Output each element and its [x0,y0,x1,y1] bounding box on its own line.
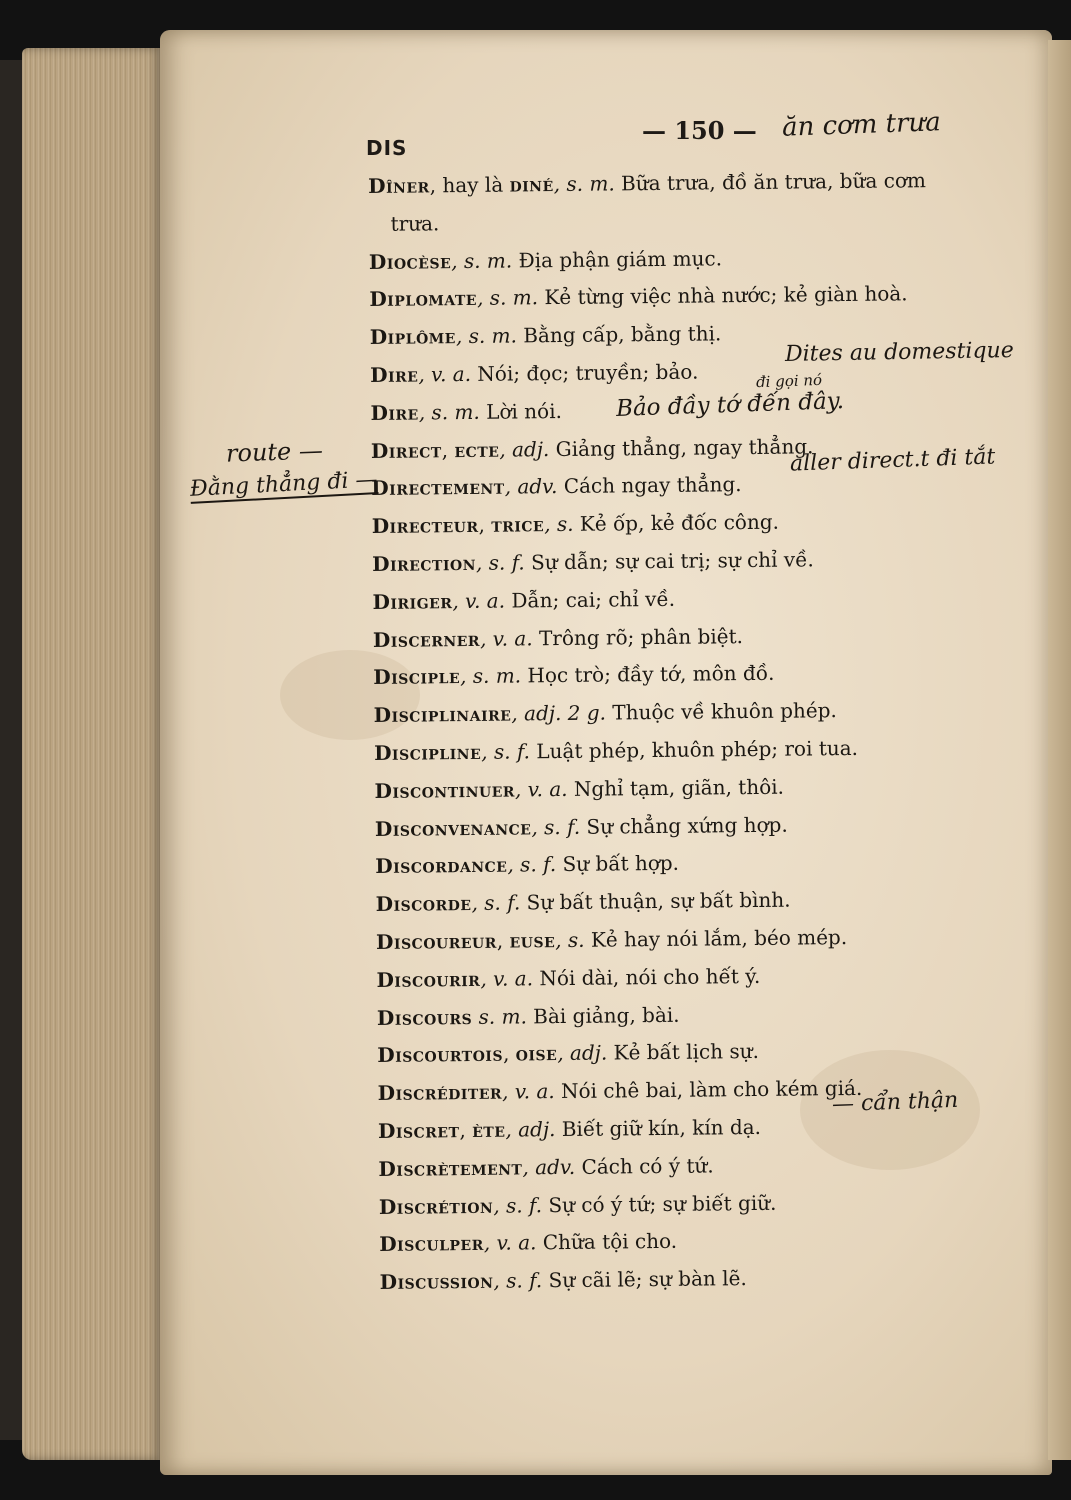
entry-definition: Địa phận giám mục. [512,245,723,273]
entry-definition: Kẻ hay nói lắm, béo mép. [584,924,848,952]
entry-definition: Nói; đọc; truyền; bảo. [470,359,699,386]
entry-part-of-speech: , adv. [522,1154,576,1180]
entry-headword: Diocèse [368,248,452,274]
entry-headword-variant: trice [491,512,545,537]
entry-headword: Directement [371,474,505,501]
handwritten-note-top: ăn cơm trưa [781,107,942,143]
entry-part-of-speech: , s. f. [475,550,525,575]
entry-part-of-speech: , s. f. [481,739,531,764]
entry-headword-variant: euse [509,928,556,953]
handwritten-note-dire-above: đi gọi nó [755,370,823,392]
entry-part-of-speech: , v. a. [418,361,472,387]
entry-headword: Disculper [379,1231,484,1257]
entry-definition: Giảng thẳng, ngay thẳng. [549,433,814,461]
entry-part-of-speech: , s. m. [418,399,480,425]
entry-part-of-speech: , v. a. [483,1230,537,1256]
entry-headword: Diplôme [369,324,457,350]
entry-definition: Kẻ từng việc nhà nước; kẻ giàn hoà. [537,281,908,310]
handwritten-note-dire: Dites au domestique [784,338,1014,367]
entry-headword: Discontinuer [374,777,516,803]
entry-headword: Dire [370,400,419,425]
entry-headword-variant: ecte [454,437,500,462]
entry-headword: Discordance [375,852,508,879]
entry-part-of-speech: , s. f. [531,814,581,839]
handwritten-margin-route: route — [225,436,324,468]
entry-headword: Disciplinaire [373,701,512,728]
entry-headword: Dîner [368,173,430,198]
entry-connector: , hay là [429,172,510,198]
entry-definition: Sự bất thuận, sự bất bình. [520,887,791,915]
entry-headword: Discussion [379,1268,494,1295]
entry-connector: , [441,437,455,462]
entry-headword-variant: oise [515,1041,558,1066]
entry-definition: Thuộc về khuôn phép. [605,698,837,725]
entry-definition: Biết giữ kín, kín dạ. [555,1114,762,1142]
entry-part-of-speech: , v. a. [501,1079,555,1104]
handwritten-margin-dang: Đằng thẳng đi — [189,467,379,502]
entry-headword: Discrètement [378,1155,523,1181]
entry-definition: Luật phép, khuôn phép; roi tua. [529,735,859,764]
entry-headword: Disconvenance [374,814,532,841]
entry-part-of-speech: , v. a. [479,625,533,651]
entry-headword-variant: diné [509,172,554,197]
entry-definition: Chữa tội cho. [536,1229,678,1255]
entry-part-of-speech: , s. [544,512,574,537]
page-number: — 150 — [642,116,757,145]
entry-definition: Sự dẫn; sự cai trị; sự chỉ về. [524,547,814,575]
entry-definition: Nói chê bai, làm cho kém giá. [554,1075,863,1104]
entry-part-of-speech: s. m. [472,1003,527,1029]
entry-connector: , [478,512,492,538]
page-edges [22,48,162,1460]
entry-part-of-speech: , v. a. [514,776,568,802]
entry-headword: Discréditer [377,1079,503,1106]
entry-part-of-speech: , v. a. [452,588,506,613]
entry-headword: Discoureur [375,928,497,954]
entry-headword: Discours [376,1004,473,1030]
entry-definition: Sự bất hợp. [556,851,680,877]
entry-definition: Dẫn; cai; chỉ về. [504,586,676,613]
entry-definition: Học trò; đầy tớ, môn đồ. [520,661,775,688]
dictionary-entry [379,1257,1059,1302]
entry-definition: trưa. [390,211,440,236]
entry-part-of-speech: , s. m. [459,663,522,689]
entry-connector: , [502,1041,516,1066]
entry-headword: Diriger [372,588,453,614]
entry-part-of-speech: , s. f. [507,852,557,877]
entry-headword: Discipline [373,739,482,765]
entry-headword: Discerner [372,626,481,652]
entry-definition: Cách có ý tứ. [575,1153,714,1179]
entry-definition: Bữa trưa, đồ ăn trưa, bữa cơm [614,168,927,196]
entry-definition: Cách ngay thẳng. [557,472,742,499]
entry-part-of-speech: , s. m. [455,323,518,349]
entry-part-of-speech: , s. f. [493,1268,543,1293]
entry-headword: Discorde [375,891,472,917]
entry-part-of-speech: , s. [555,927,585,953]
handwritten-note-discret: — cẩn thận [831,1087,959,1118]
entry-headword: Discrétion [378,1193,494,1219]
entry-definition: Bài giảng, bài. [526,1002,680,1028]
entry-headword-variant: ète [472,1117,506,1142]
entry-part-of-speech: , adj. [557,1040,608,1066]
handwritten-note-dire-noun: Bảo đầy tớ đến đây. [615,388,845,422]
entry-headword: Directeur [371,513,479,539]
entry-part-of-speech: , adj. 2 g. [511,700,607,726]
entry-definition: Bằng cấp, bằng thị. [516,321,722,348]
entry-part-of-speech: , s. f. [471,890,521,916]
entry-headword: Discret [377,1118,460,1143]
entry-part-of-speech: , v. a. [480,966,534,991]
entry-headword: Discourir [376,966,481,992]
entry-part-of-speech: , adv. [504,474,558,499]
entry-definition: Nghỉ tạm, giãn, thôi. [567,774,785,801]
entry-definition: Nói dài, nói cho hết ý. [532,963,761,991]
entry-headword: Dire [370,362,419,387]
entry-definition: Lời nói. [479,398,563,424]
running-head: DIS [366,136,408,160]
dictionary-entries [368,161,1060,1302]
entry-headword: Direct [370,437,442,463]
entry-part-of-speech: , s. f. [493,1192,543,1218]
entry-definition: Kẻ bất lịch sự. [607,1039,760,1065]
entry-connector: , [459,1117,473,1143]
handwritten-note-directement: aller direct.t đi tắt [789,444,996,477]
entry-part-of-speech: , s. m. [451,248,513,273]
entry-part-of-speech: , s. m. [553,171,615,197]
entry-headword: Disciple [373,664,461,690]
entry-definition: Trông rõ; phân biệt. [532,623,744,650]
entry-definition: Sự có ý tứ; sự biết giữ. [541,1190,777,1217]
entry-headword: Diplomate [369,286,478,312]
entry-definition: Sự cãi lẽ; sự bàn lẽ. [542,1266,747,1293]
entry-part-of-speech: , adj. [505,1117,556,1142]
entry-definition: Kẻ ốp, kẻ đốc công. [573,509,780,537]
entry-connector: , [496,928,510,953]
entry-headword: Discourtois [377,1041,504,1068]
entry-part-of-speech: , s. m. [476,285,539,311]
entry-part-of-speech: , adj. [499,436,550,462]
entry-definition: Sự chẳng xứng hợp. [579,812,788,839]
entry-headword: Direction [372,550,477,576]
